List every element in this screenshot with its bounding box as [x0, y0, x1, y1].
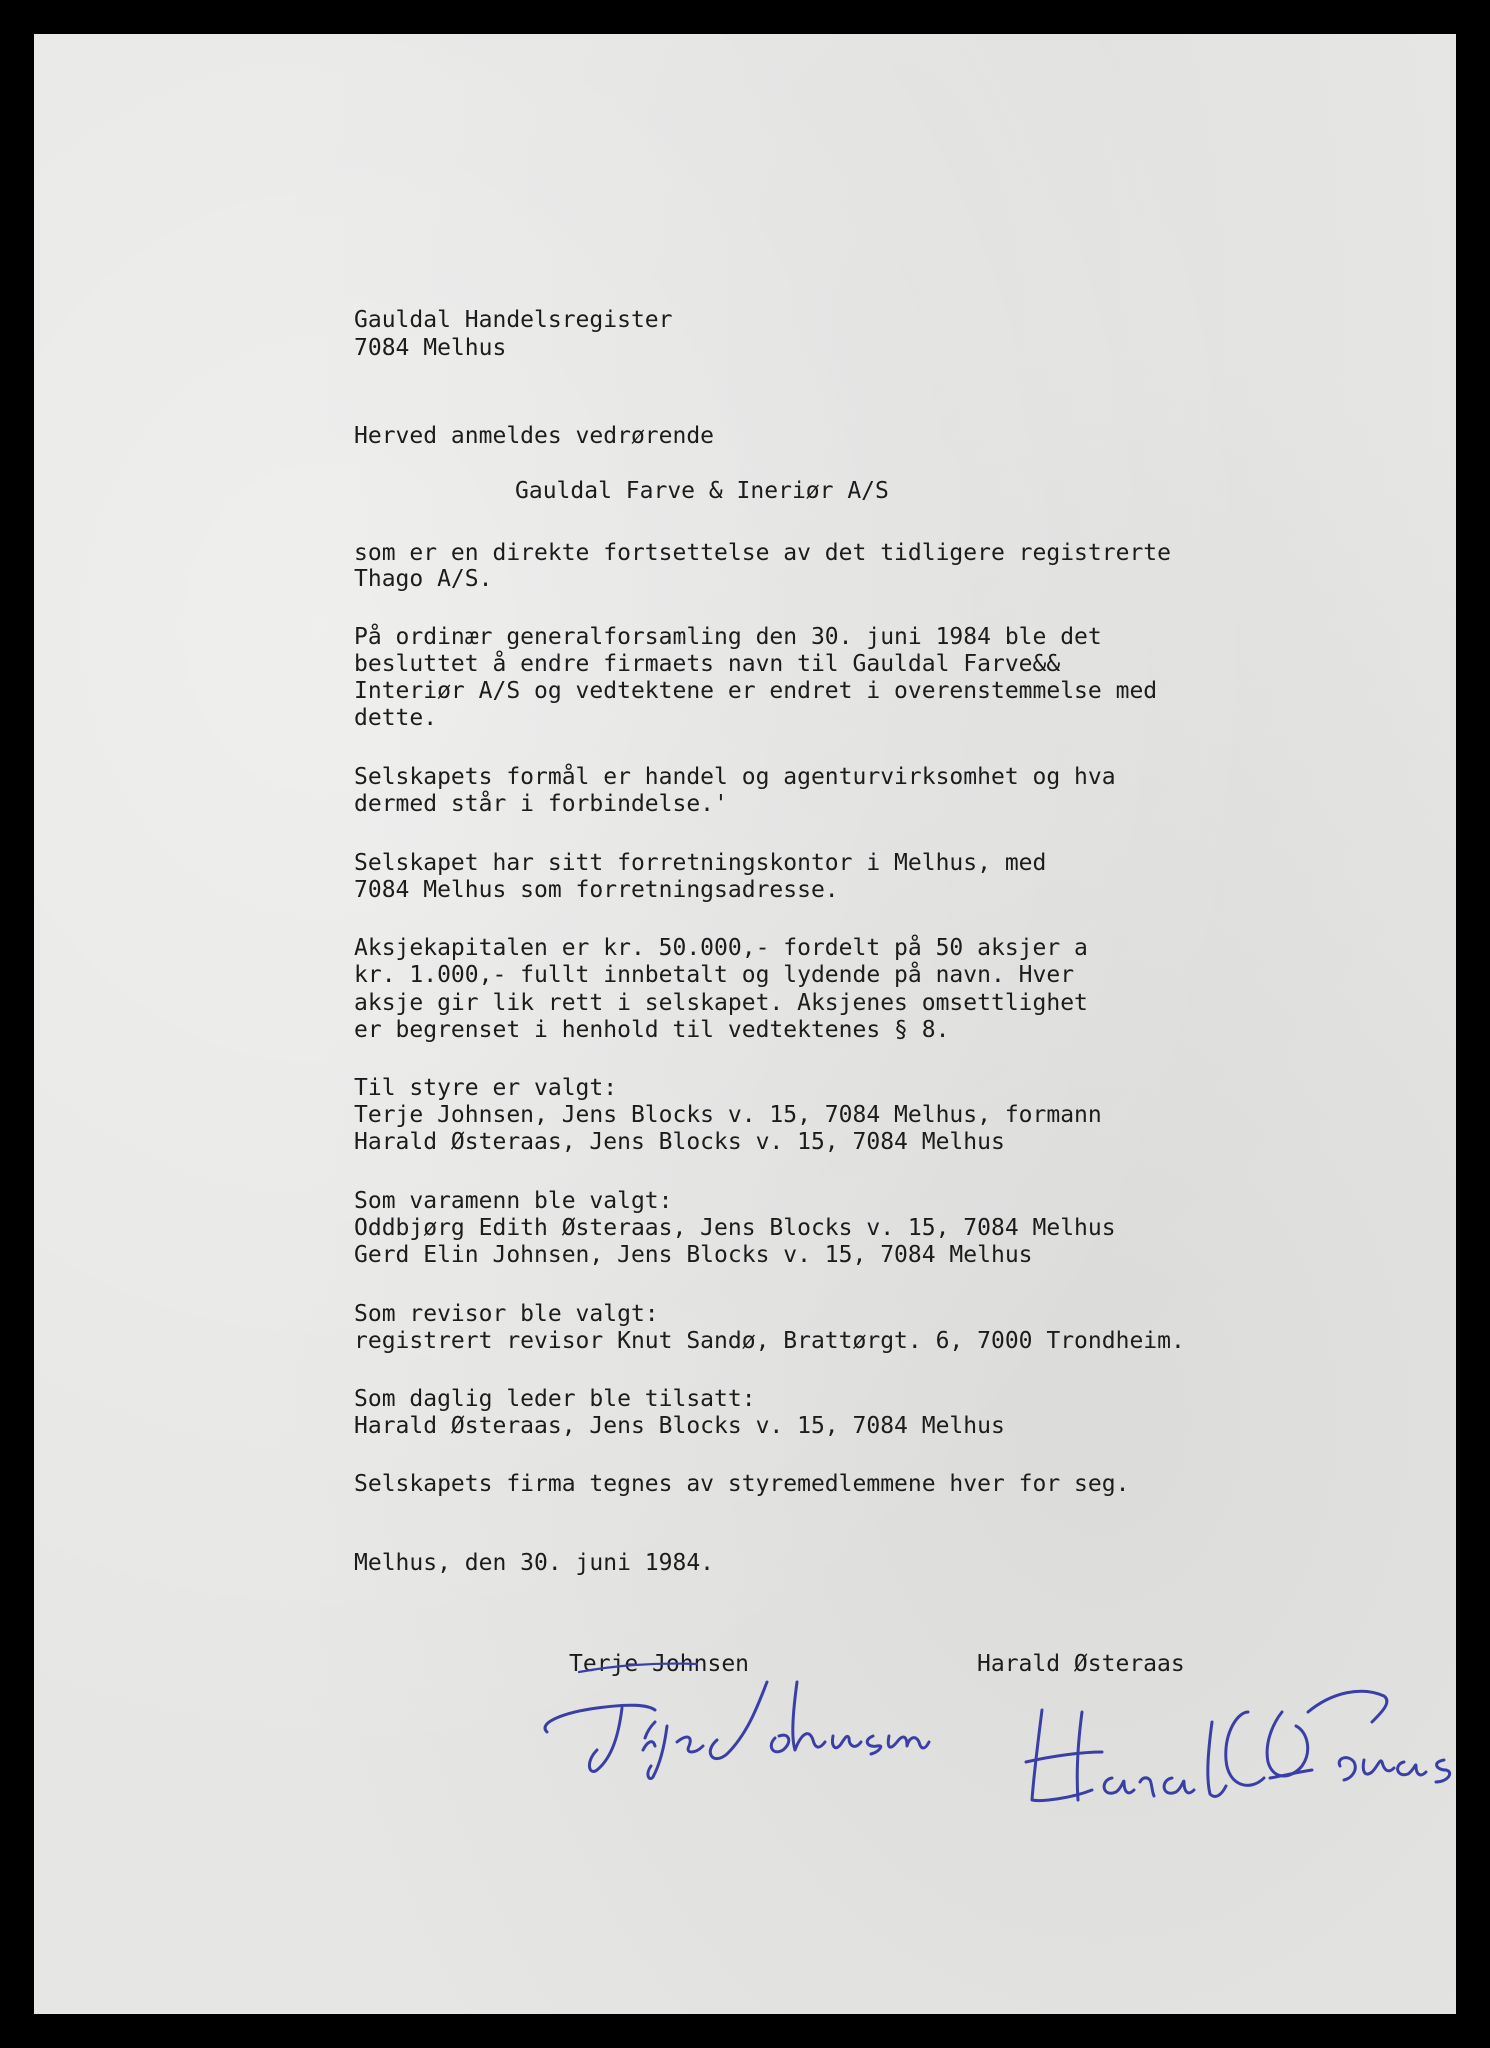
- paragraph4-line2: 7084 Melhus som forretningsadresse.: [354, 877, 839, 903]
- paragraph1-line1: som er en direkte fortsettelse av det tidligere registrerte: [354, 540, 1171, 566]
- paragraph5-line1: Aksjekapitalen er kr. 50.000,- fordelt på 50 aksjer a: [354, 935, 1088, 961]
- paragraph5-line2: kr. 1.000,- fullt innbetalt og lydende på navn. Hver: [354, 962, 1075, 988]
- place-date: Melhus, den 30. juni 1984.: [354, 1550, 715, 1576]
- paragraph1-line2: Thago A/S.: [354, 566, 493, 592]
- signing-rule: Selskapets firma tegnes av styremedlemmene hver for seg.: [354, 1471, 1130, 1497]
- auditor-heading: Som revisor ble valgt:: [354, 1301, 659, 1327]
- paragraph4-line1: Selskapet har sitt forretningskontor i Melhus, med: [354, 850, 1047, 876]
- paragraph3-line2: dermed står i forbindelse.': [354, 791, 728, 817]
- paragraph5-line3: aksje gir lik rett i selskapet. Aksjenes omsettlighet: [354, 990, 1088, 1016]
- paragraph2-line3: Interiør A/S og vedtektene er endret i overenstemmelse med: [354, 678, 1158, 704]
- paragraph5-line4: er begrenset i henhold til vedtektenes § 8.: [354, 1017, 950, 1043]
- right-signature: [929, 1654, 1399, 1794]
- manager-heading: Som daglig leder ble tilsatt:: [354, 1386, 756, 1412]
- recipient-address: 7084 Melhus: [354, 335, 507, 361]
- paragraph2-line4: dette.: [354, 705, 438, 731]
- deputy-1: Oddbjørg Edith Østeraas, Jens Blocks v. 15, 7084 Melhus: [354, 1215, 1116, 1241]
- company-name: Gauldal Farve & Ineriør A/S: [515, 478, 889, 504]
- board-member-1: Terje Johnsen, Jens Blocks v. 15, 7084 Melhus, formann: [354, 1102, 1102, 1128]
- recipient-name: Gauldal Handelsregister: [354, 307, 673, 333]
- document-page: [34, 34, 1456, 2014]
- left-signature: [444, 1614, 904, 1764]
- auditor-name: registrert revisor Knut Sandø, Brattørgt. 6, 7000 Trondheim.: [354, 1328, 1185, 1354]
- left-signatory-name: Terje Johnsen: [569, 1651, 750, 1677]
- right-signatory-name: Harald Østeraas: [977, 1651, 1185, 1677]
- deputy-2: Gerd Elin Johnsen, Jens Blocks v. 15, 7084 Melhus: [354, 1242, 1033, 1268]
- intro-line: Herved anmeldes vedrørende: [354, 423, 715, 449]
- board-heading: Til styre er valgt:: [354, 1075, 618, 1101]
- paragraph2-line1: På ordinær generalforsamling den 30. juni 1984 ble det: [354, 624, 1102, 650]
- paragraph3-line1: Selskapets formål er handel og agenturvirksomhet og hva: [354, 764, 1116, 790]
- board-member-2: Harald Østeraas, Jens Blocks v. 15, 7084 Melhus: [354, 1129, 1005, 1155]
- manager-name: Harald Østeraas, Jens Blocks v. 15, 7084 Melhus: [354, 1413, 1005, 1439]
- deputies-heading: Som varamenn ble valgt:: [354, 1188, 673, 1214]
- letter-body: [34, 34, 1456, 2014]
- paragraph2-line2: besluttet å endre firmaets navn til Gauldal Farve&&: [354, 651, 1061, 677]
